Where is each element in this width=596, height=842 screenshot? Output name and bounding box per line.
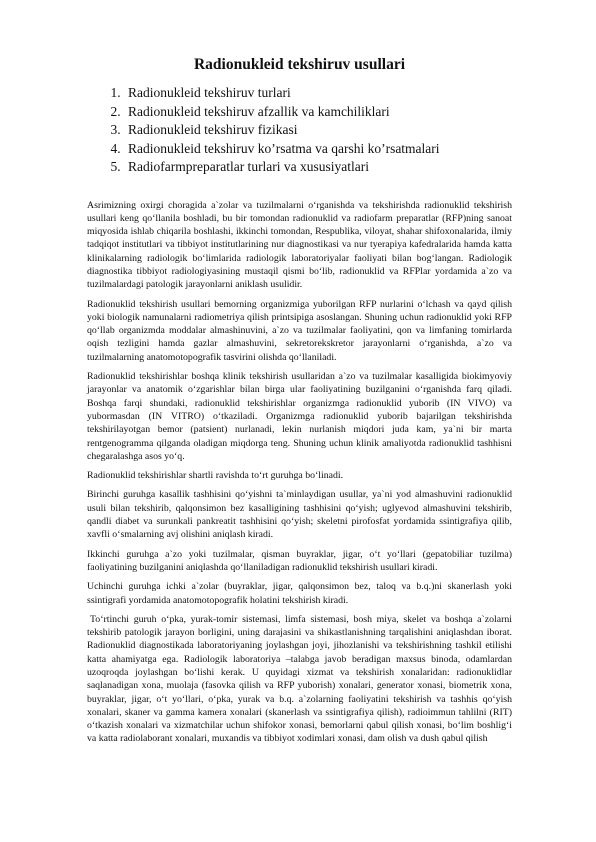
toc-item: 1. Radionukleid tekshiruv turlari — [124, 84, 512, 103]
body-paragraph: Ikkinchi guruhga a`zo yoki tuzilmalar, qisman buyraklar, jigar, o‘t yo‘llari (gepatobiliar tuzilma) faoliyatining buzilganini aniqlashda qo‘llaniladigan radionuklid tekshirish usullari kiradi. — [87, 548, 512, 573]
body-paragraph: Asrimizning oxirgi choragida a`zolar va tuzilmalarni o‘rganishda va tekshirishda radionuklid tekshirish usullari keng qo‘llanila boshladi, bu bir tomondan radionuklid va radiofarm preparatlar (RFP)ning sanoat miqyosida ishlab chiqarila boshlashi, ikkinchi tomondan, Respublika, viloyat, shahar shifoxonalarida, ilmiy tadqiqot institutlari va tibbiyot institutlarining nur diagnostikasi va nur tyerapiya kafedralarida hamda katta klinikalarning radiologik bo‘limlarida radiologik laboratoriyalar faoliyati bilan bog‘langan. Radiologik diagnostika tibbiyot radiologiyasining mustaqil qismi bo‘lib, radionuklid va RFPlar yordamida a`zo va tuzilmalardagi patologik jarayonlarni aniklash usulidir. — [87, 199, 512, 291]
body-paragraph: To‘rtinchi guruh o‘pka, yurak-tomir sistemasi, limfa sistemasi, bosh miya, skelet va boshqa a`zolarni tekshirib patologik jarayon borligini, uning darajasini va shikastlanishning tarqalishini aniqlashdan iborat. Radionuklid diagnostikada laboratoriyaning joylashgan joyi, jihozlanishi va tekshirishning tashkil etilishi katta ahamiyatga ega. Radiologik laboratoriya –talabga javob beradigan maxsus binoda, odamlardan uzoqroqda joylashgan bo‘lishi kerak. U quyidagi xizmat va tekshirish xonalaridan: radionuklidlar saqlanadigan xona, muolaja (fasovka qilish va RFP yuborish) xonalari, generator xonasi, biometrik xona, buyraklar, jigar, o‘t yo‘llari, o‘pka, yurak va b.q. a`zolarning faoliyatini tekshirish va tashhis qo‘yish xonalari, skaner va gamma kamera xonalari (skanerlash va ssintigrafiya qilish), radioimmun tahlilni (RIT) o‘tkazish xonalari va xizmatchilar uchun shifokor xonasi, bemorlarni qabul qilish xonasi, bo‘lim boshlig‘i va katta radiolaborant xonalari, muxandis va tibbiyot xodimlari xonasi, dam olish va dush qabul qilish — [87, 613, 512, 745]
body-paragraph: Birinchi guruhga kasallik tashhisini qo‘yishni ta`minlaydigan usullar, ya`ni yod almashuvini radionuklid usuli bilan tekshirib, qalqonsimon bez kasalligining tashhisini qo‘yish; uglyevod almashuvini tekshirib, qandli diabet va surunkali pankreatit tashhisini qo‘yish; skeletni pirofosfat yordamida ssintigrafiya qilib, xavfli o‘smalarning avj olishini aniqlash kiradi. — [87, 489, 512, 541]
table-of-contents — [87, 84, 512, 177]
body-paragraph: Uchinchi guruhga ichki a`zolar (buyraklar, jigar, qalqonsimon bez, taloq va b.q.)ni skanerlash yoki ssintigrafi yordamida anatomotopografik holatini tekshirish kiradi. — [87, 581, 512, 606]
body-paragraph: Radionuklid tekshirishlar boshqa klinik tekshirish usullaridan a`zo va tuzilmalar kasalligida biokimyoviy jarayonlar va anatomik o‘zgarishlar bilan birga ular faoliyatining buzilganini o‘rganishda farq qiladi. Boshqa farqi shundaki, radionuklid tekshirishlar organizmga radionuklid yuborib (IN VIVO) va yubormasdan (IN VITRO) o‘tkaziladi. Organizmga radionuklid yuborib bajarilgan tekshirishda tekshirilayotgan bemor (patsient) nurlanadi, lekin nurlanish miqdori juda kam, ya`ni bir marta rentgenogramma qilganda oladigan miqdorga teng. Shuning uchun klinik amaliyotda radionuklid tashhisni chegaralashga asos yo‘q. — [87, 371, 512, 462]
document-body — [87, 199, 512, 746]
toc-item: 3. Radionukleid tekshiruv fizikasi — [124, 121, 512, 140]
toc-item: 4. Radionukleid tekshiruv ko’rsatma va qarshi ko’rsatmalari — [124, 140, 512, 159]
document-title: Radionukleid tekshiruv usullari — [193, 56, 406, 73]
toc-item: 5. Radiofarmpreparatlar turlari va xususiyatlari — [124, 158, 512, 177]
toc-item: 2. Radionukleid tekshiruv afzallik va kamchiliklari — [124, 103, 512, 122]
body-paragraph: Radionuklid tekshirish usullari bemorning organizmiga yuborilgan RFP nurlarini o‘lchash va qayd qilish yoki biologik namunalarni radiometriya qilish printsipiga asoslangan. Shuning uchun radionuklid yoki RFP qo‘llab organizmda moddalar almashinuvini, a`zo va tuzilmalar faoliyatini, qon va limfaning tomirlarda oqish tezligini hamda gazlar almashuvini, sekretorekskretor jarayonlarni o‘rganishda, a`zo va tuzilmalarning anatomotopografik tasvirini olishda qo‘llaniladi. — [87, 298, 512, 363]
body-paragraph: Radionuklid tekshirishlar shartli ravishda to‘rt guruhga bo‘linadi. — [87, 470, 344, 482]
